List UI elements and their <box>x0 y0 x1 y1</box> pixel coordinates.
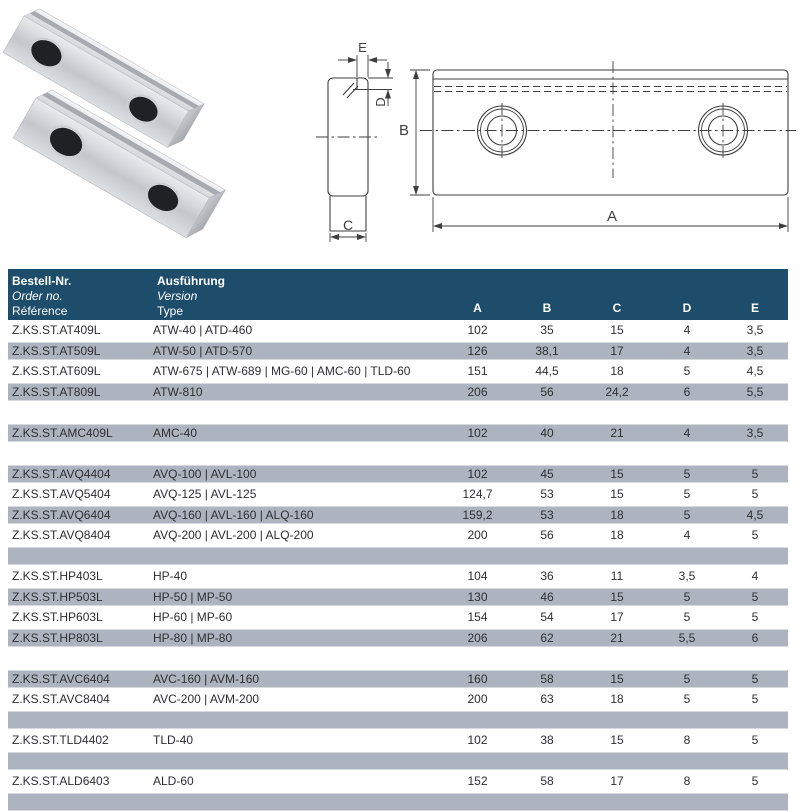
dim-label-d: D <box>373 97 388 106</box>
dim-a-cell: 152 <box>443 774 512 788</box>
dim-c-cell: 15 <box>582 487 652 501</box>
dim-c-cell: 11 <box>582 569 652 583</box>
dim-a-cell: 160 <box>443 672 512 686</box>
dim-b-cell: 56 <box>512 528 582 542</box>
header-dim-e: E <box>722 269 788 320</box>
dim-a-cell: 104 <box>443 569 512 583</box>
spacer-row <box>8 402 788 423</box>
version-cell: AVQ-160 | AVL-160 | ALQ-160 <box>153 508 443 522</box>
dim-a-cell: 102 <box>443 426 512 440</box>
dim-e-cell: 5 <box>722 467 788 481</box>
table-row <box>8 607 788 628</box>
version-cell: HP-60 | MP-60 <box>153 610 443 624</box>
header-dim-a: A <box>443 269 512 320</box>
dim-b-cell: 58 <box>512 672 582 686</box>
dim-a-cell: 200 <box>443 692 512 706</box>
dim-d-cell: 4 <box>652 528 722 542</box>
spacer-row <box>8 443 788 464</box>
dim-e-cell: 5 <box>722 672 788 686</box>
dim-a-cell: 151 <box>443 364 512 378</box>
spacer-row <box>8 792 788 812</box>
dimensions-table <box>8 269 788 812</box>
dim-e <box>338 40 387 77</box>
dim-e-cell: 5 <box>722 610 788 624</box>
dim-d-cell: 5 <box>652 508 722 522</box>
dim-c-cell: 24,2 <box>582 385 652 399</box>
dim-a-cell: 200 <box>443 528 512 542</box>
technical-drawing <box>0 0 800 265</box>
version-cell: AMC-40 <box>153 426 443 440</box>
order-no-cell: Z.KS.ST.AMC409L <box>8 426 153 440</box>
order-no-cell: Z.KS.ST.ALD6403 <box>8 774 153 788</box>
header-dim-c: C <box>582 269 652 320</box>
table-row <box>8 730 788 751</box>
dim-a-cell: 124,7 <box>443 487 512 501</box>
front-view <box>399 61 796 232</box>
spacer-row <box>8 751 788 772</box>
dim-d-cell: 5 <box>652 692 722 706</box>
dim-d-cell: 8 <box>652 774 722 788</box>
dim-c-cell: 21 <box>582 426 652 440</box>
version-cell: AVQ-100 | AVL-100 <box>153 467 443 481</box>
dim-d-cell: 5 <box>652 590 722 604</box>
dim-c-cell: 18 <box>582 508 652 522</box>
dim-c-cell: 18 <box>582 528 652 542</box>
dim-b-cell: 58 <box>512 774 582 788</box>
dim-b-cell: 56 <box>512 385 582 399</box>
dim-c-cell: 15 <box>582 733 652 747</box>
dim-e-cell: 5 <box>722 590 788 604</box>
header-dim-d: D <box>652 269 722 320</box>
table-row <box>8 464 788 485</box>
dim-b-cell: 44,5 <box>512 364 582 378</box>
dim-a-cell: 206 <box>443 631 512 645</box>
dim-b-cell: 46 <box>512 590 582 604</box>
table-body <box>8 320 788 812</box>
version-cell: ALD-60 <box>153 774 443 788</box>
dim-a-cell: 154 <box>443 610 512 624</box>
dim-d-cell: 5 <box>652 467 722 481</box>
dim-e-cell: 4,5 <box>722 364 788 378</box>
dim-e-cell: 5 <box>722 487 788 501</box>
table-row <box>8 484 788 505</box>
dim-b-cell: 62 <box>512 631 582 645</box>
version-cell: ATW-675 | ATW-689 | MG-60 | AMC-60 | TLD-60 <box>153 364 443 378</box>
dim-d-cell: 5,5 <box>652 631 722 645</box>
dim-a-cell: 102 <box>443 323 512 337</box>
dim-d <box>373 62 391 107</box>
dim-c-cell: 18 <box>582 692 652 706</box>
table-row <box>8 341 788 362</box>
dim-d-cell: 4 <box>652 344 722 358</box>
dim-d-cell: 5 <box>652 487 722 501</box>
spacer-row <box>8 648 788 669</box>
dim-b <box>399 70 430 195</box>
order-no-cell: Z.KS.ST.AT809L <box>8 385 153 399</box>
dim-c-cell: 21 <box>582 631 652 645</box>
table-row <box>8 423 788 444</box>
dim-a-cell: 206 <box>443 385 512 399</box>
order-no-cell: Z.KS.ST.AVQ8404 <box>8 528 153 542</box>
dim-b-cell: 45 <box>512 467 582 481</box>
dim-d-cell: 3,5 <box>652 569 722 583</box>
header-dim-b: B <box>512 269 582 320</box>
table-row <box>8 505 788 526</box>
dim-d-cell: 4 <box>652 323 722 337</box>
dim-e-cell: 5 <box>722 692 788 706</box>
header-order-no: Bestell-Nr. Order no. Référence <box>8 269 153 320</box>
dim-c-cell: 18 <box>582 364 652 378</box>
chamfer-mark <box>347 86 358 98</box>
version-cell: ATW-40 | ATD-460 <box>153 323 443 337</box>
table-row <box>8 628 788 649</box>
dim-b-cell: 40 <box>512 426 582 440</box>
dim-e-cell: 4,5 <box>722 508 788 522</box>
dim-d-cell: 8 <box>652 733 722 747</box>
order-no-cell: Z.KS.ST.AVC6404 <box>8 672 153 686</box>
dim-label-b: B <box>399 122 409 139</box>
dim-label-c: C <box>343 217 353 233</box>
table-row <box>8 361 788 382</box>
dim-b-cell: 53 <box>512 487 582 501</box>
order-no-cell: Z.KS.ST.HP803L <box>8 631 153 645</box>
dim-a-cell: 102 <box>443 733 512 747</box>
table-row <box>8 320 788 341</box>
header-version: Ausführung Version Type <box>153 269 443 320</box>
dim-c-cell: 17 <box>582 774 652 788</box>
order-no-cell: Z.KS.ST.AT409L <box>8 323 153 337</box>
dim-e-cell: 5 <box>722 733 788 747</box>
order-no-cell: Z.KS.ST.HP403L <box>8 569 153 583</box>
dim-d-cell: 4 <box>652 426 722 440</box>
version-cell: AVQ-200 | AVL-200 | ALQ-200 <box>153 528 443 542</box>
dim-label-e: E <box>358 40 367 55</box>
table-row <box>8 525 788 546</box>
version-cell: AVC-200 | AVM-200 <box>153 692 443 706</box>
spacer-row <box>8 546 788 567</box>
order-no-cell: Z.KS.ST.HP503L <box>8 590 153 604</box>
version-cell: HP-40 <box>153 569 443 583</box>
order-no-cell: Z.KS.ST.AT609L <box>8 364 153 378</box>
order-no-cell: Z.KS.ST.AVQ4404 <box>8 467 153 481</box>
dim-b-cell: 38,1 <box>512 344 582 358</box>
dim-a-cell: 159,2 <box>443 508 512 522</box>
table-row <box>8 669 788 690</box>
dim-b-cell: 63 <box>512 692 582 706</box>
dim-c-cell: 15 <box>582 672 652 686</box>
dim-c-cell: 15 <box>582 467 652 481</box>
dim-b-cell: 53 <box>512 508 582 522</box>
version-cell: HP-50 | MP-50 <box>153 590 443 604</box>
version-cell: ATW-810 <box>153 385 443 399</box>
dim-b-cell: 35 <box>512 323 582 337</box>
version-cell: AVQ-125 | AVL-125 <box>153 487 443 501</box>
order-no-cell: Z.KS.ST.AVQ6404 <box>8 508 153 522</box>
table-row <box>8 771 788 792</box>
dim-d-cell: 5 <box>652 610 722 624</box>
dim-b-cell: 38 <box>512 733 582 747</box>
dim-d-cell: 5 <box>652 364 722 378</box>
dim-b-cell: 36 <box>512 569 582 583</box>
dim-e-cell: 3,5 <box>722 344 788 358</box>
table-row <box>8 689 788 710</box>
version-cell: TLD-40 <box>153 733 443 747</box>
chamfer-mark <box>343 83 354 95</box>
dim-e-cell: 5 <box>722 774 788 788</box>
version-cell: ATW-50 | ATD-570 <box>153 344 443 358</box>
table-header <box>8 269 788 320</box>
dim-c-cell: 15 <box>582 590 652 604</box>
spacer-row <box>8 710 788 731</box>
dim-e-cell: 3,5 <box>722 426 788 440</box>
dim-a <box>433 197 788 232</box>
dim-label-a: A <box>607 208 617 225</box>
dim-c-cell: 17 <box>582 344 652 358</box>
dim-a-cell: 102 <box>443 467 512 481</box>
order-no-cell: Z.KS.ST.AVC8404 <box>8 692 153 706</box>
table-row <box>8 382 788 403</box>
version-cell: AVC-160 | AVM-160 <box>153 672 443 686</box>
dim-e-cell: 6 <box>722 631 788 645</box>
dim-b-cell: 54 <box>512 610 582 624</box>
dim-c-cell: 17 <box>582 610 652 624</box>
order-no-cell: Z.KS.ST.HP603L <box>8 610 153 624</box>
table-row <box>8 587 788 608</box>
dim-e-cell: 5,5 <box>722 385 788 399</box>
order-no-cell: Z.KS.ST.TLD4402 <box>8 733 153 747</box>
dim-a-cell: 130 <box>443 590 512 604</box>
order-no-cell: Z.KS.ST.AVQ5404 <box>8 487 153 501</box>
dim-c-cell: 15 <box>582 323 652 337</box>
dim-e-cell: 3,5 <box>722 323 788 337</box>
dim-a-cell: 126 <box>443 344 512 358</box>
dim-e-cell: 4 <box>722 569 788 583</box>
table-row <box>8 566 788 587</box>
dim-e-cell: 5 <box>722 528 788 542</box>
version-cell: HP-80 | MP-80 <box>153 631 443 645</box>
dim-d-cell: 5 <box>652 672 722 686</box>
order-no-cell: Z.KS.ST.AT509L <box>8 344 153 358</box>
dim-c <box>330 217 366 242</box>
side-view <box>316 40 393 242</box>
dim-d-cell: 6 <box>652 385 722 399</box>
